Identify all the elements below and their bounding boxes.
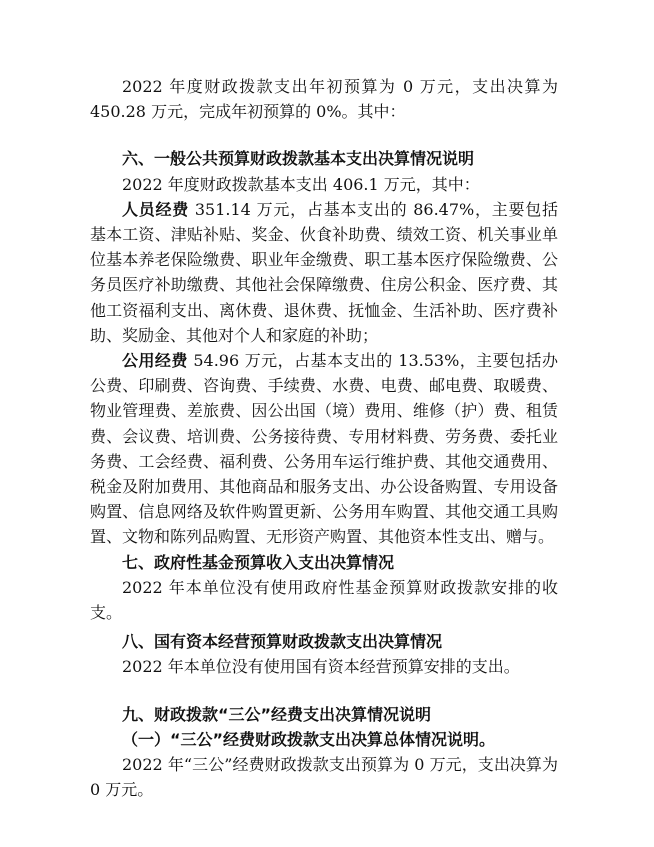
personnel-expense-paragraph: [90, 197, 558, 348]
section-7-heading: 七、政府性基金预算收入支出决算情况: [122, 552, 395, 572]
section-8-text: 2022 年本单位没有使用国有资本经营预算安排的支出。: [122, 657, 520, 677]
section-6-summary: 2022 年度财政拨款基本支出 406.1 万元，其中：: [122, 174, 480, 194]
intro-paragraph: 2022 年度财政拨款支出年初预算为 0 万元，支出决算为 450.28 万元，完成年初预算的 0%。其中：: [90, 77, 558, 122]
public-expense-label: 公用经费: [122, 351, 188, 371]
personnel-expense-text: 351.14 万元，占基本支出的 86.47%，主要包括基本工资、津贴补贴、奖金、伙食补助费、绩效工资、机关事业单位基本养老保险缴费、职业年金缴费、职工基本医疗保险缴费、公务员医疗补助缴费、其他社会保障缴费、住房公积金、医疗费、其他工资福利支出、离休费、退休费、抚恤金、生活补助、医疗费补助、奖励金、其他对个人和家庭的补助；: [90, 199, 558, 345]
document-page: [90, 74, 558, 802]
section-9-subheading: （一）“三公”经费财政拨款支出决算总体情况说明。: [122, 729, 496, 749]
personnel-expense-label: 人员经费: [122, 199, 189, 219]
section-9-heading: 九、财政拨款“三公”经费支出决算情况说明: [122, 704, 432, 724]
section-6-heading: 六、一般公共预算财政拨款基本支出决算情况说明: [122, 149, 475, 169]
section-9-text: 2022 年“三公”经费财政拨款支出预算为 0 万元，支出决算为 0 万元。: [90, 755, 558, 800]
public-expense-text: 54.96 万元，占基本支出的 13.53%，主要包括办公费、印刷费、咨询费、手续费、水费、电费、邮电费、取暖费、物业管理费、差旅费、因公出国（境）费用、维修（护）费、租赁费、会议费、培训费、公务接待费、专用材料费、劳务费、委托业务费、工会经费、福利费、公务用车运行维护费、其他交通费用、税金及附加费用、其他商品和服务支出、办公设备购置、专用设备购置、信息网络及软件购置更新、公务用车购置、其他交通工具购置、文物和陈列品购置、无形资产购置、其他资本性支出、赠与。: [90, 351, 558, 547]
section-7-text: 2022 年本单位没有使用政府性基金预算财政拨款安排的收支。: [90, 577, 558, 623]
section-8-heading: 八、国有资本经营预算财政拨款支出决算情况: [122, 632, 443, 652]
public-expense-paragraph: [90, 348, 558, 550]
